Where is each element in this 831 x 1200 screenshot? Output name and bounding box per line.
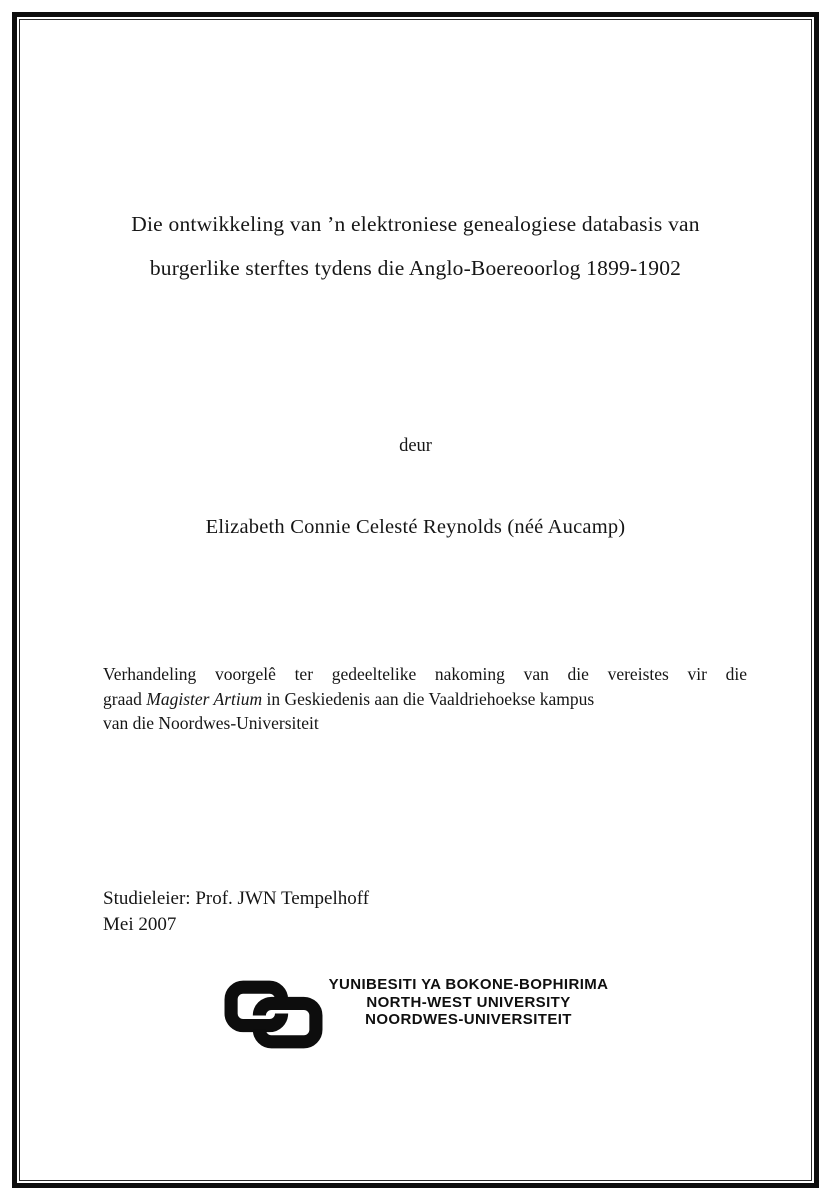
supervisor-line: Studieleier: Prof. JWN Tempelhoff <box>103 888 370 909</box>
nwu-logo-line-setswana: YUNIBESITI YA BOKONE-BOPHIRIMA <box>328 976 609 993</box>
thesis-title-line-2: burgerlike sterftes tydens die Anglo-Boereoorlog 1899-1902 <box>149 256 682 280</box>
degree-name-italic: Magister Artium <box>146 688 263 709</box>
degree-line2-suffix: in Geskiedenis aan die Vaaldriehoekse kampus <box>262 688 595 709</box>
degree-statement-line-3: van die Noordwes-Universiteit <box>103 713 319 733</box>
degree-statement-line-2 <box>103 687 747 712</box>
author-name: Elizabeth Connie Celesté Reynolds (néé Aucamp) <box>205 516 626 538</box>
nwu-logo-line-english: NORTH-WEST UNIVERSITY <box>366 993 571 1011</box>
nwu-logo-wordmark <box>329 971 609 1029</box>
degree-statement <box>103 662 747 736</box>
degree-statement-line-1: Verhandeling voorgelê ter gedeeltelike nakoming van die vereistes vir die <box>103 664 747 684</box>
nwu-logo-icon <box>223 979 324 1049</box>
thesis-title-line-1: Die ontwikkeling van ’n elektroniese genealogiese databasis van <box>131 212 700 236</box>
degree-line2-prefix: graad <box>103 688 147 709</box>
nwu-logo <box>0 971 831 1049</box>
thesis-title <box>55 202 776 290</box>
date-line: Mei 2007 <box>103 913 177 935</box>
nwu-logo-line-afrikaans: NOORDWES-UNIVERSITEIT <box>365 1011 572 1028</box>
supervisor-block <box>103 886 369 937</box>
byline-label: deur <box>399 436 432 456</box>
